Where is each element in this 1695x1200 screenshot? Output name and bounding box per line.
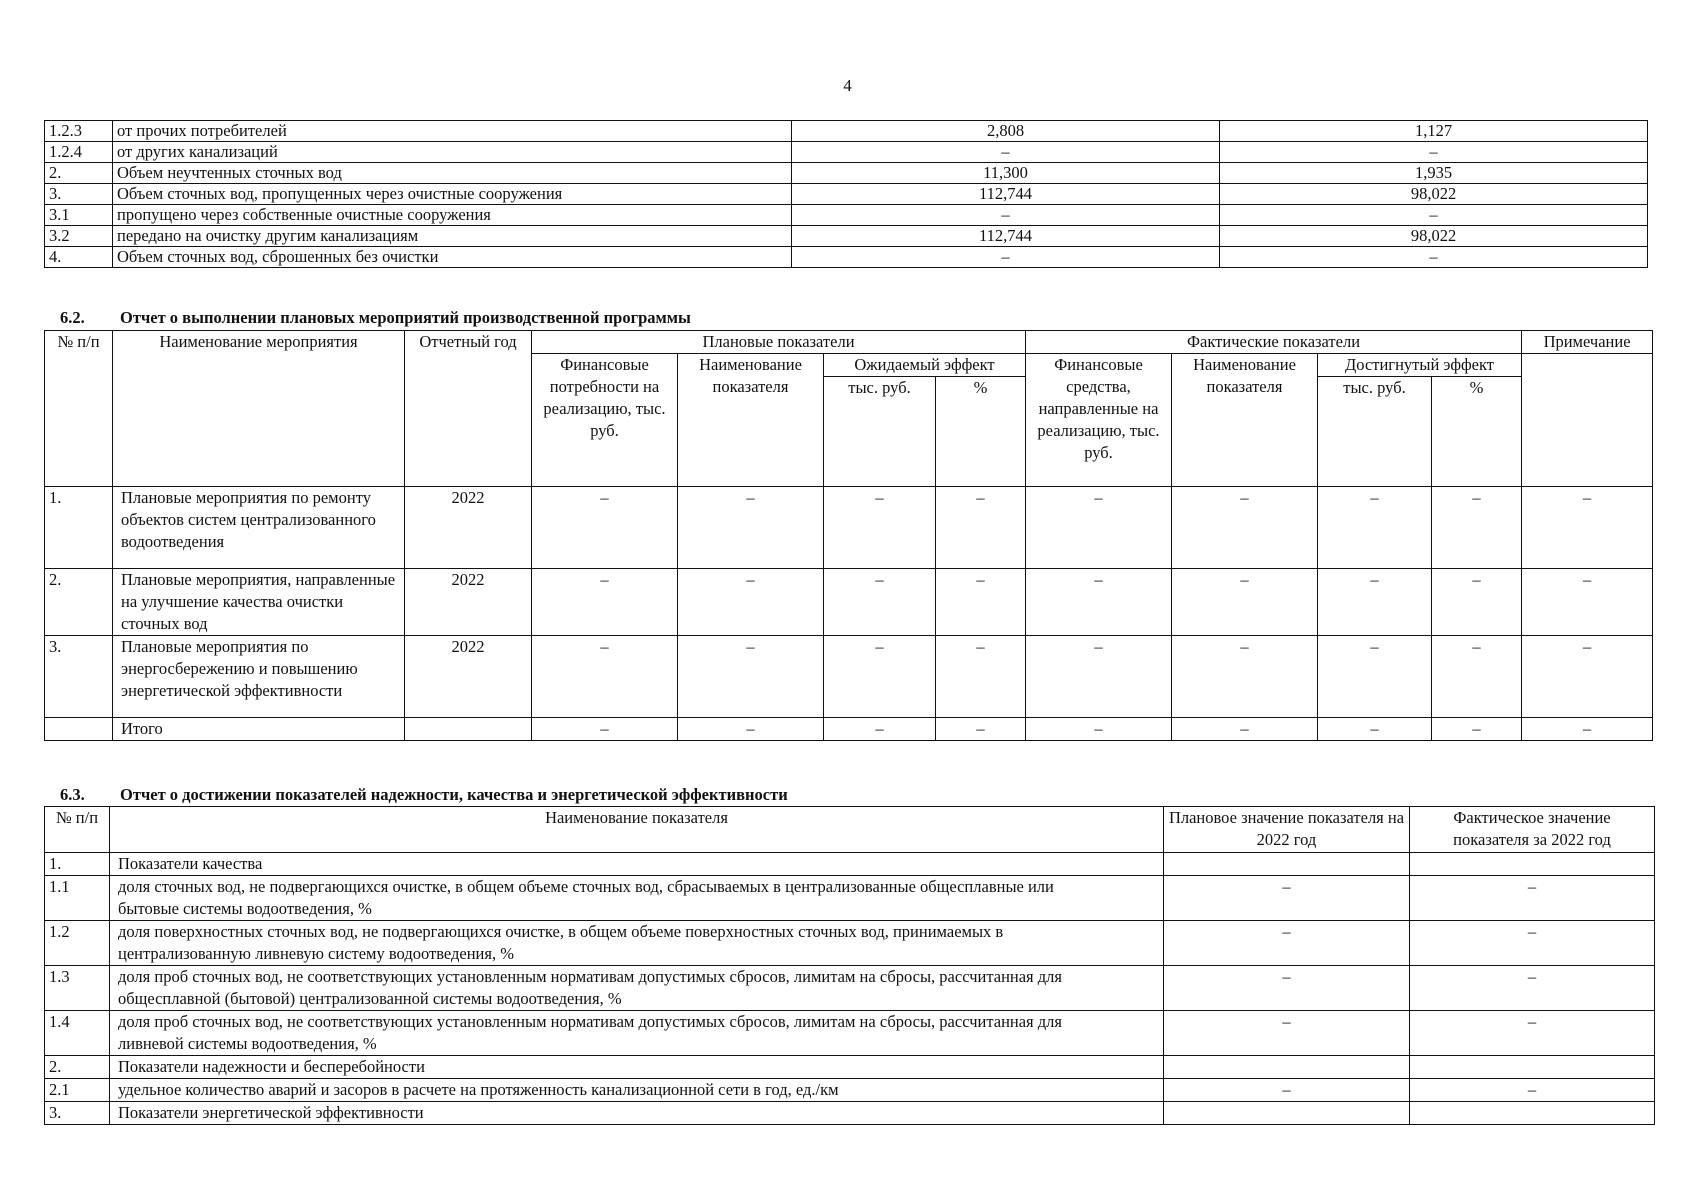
total-row — [45, 718, 1653, 741]
row-name: Объем сточных вод, пропущенных через очистные сооружения — [113, 184, 792, 205]
value-cell: – — [678, 636, 824, 718]
planned-value: – — [1164, 1011, 1410, 1056]
table-row — [45, 569, 1653, 636]
fact-value: – — [1220, 205, 1648, 226]
row-number: 1. — [45, 487, 113, 569]
value-cell: – — [1026, 569, 1172, 636]
value-cell: – — [1432, 636, 1522, 718]
actual-value: – — [1410, 1079, 1655, 1102]
section-number: 6.2. — [60, 308, 85, 327]
header-actual-value: Фактическое значение показателя за 2022 год — [1410, 807, 1655, 853]
value-cell: – — [936, 487, 1026, 569]
value-cell: – — [936, 636, 1026, 718]
value-cell: – — [1172, 569, 1318, 636]
row-number: 2. — [45, 569, 113, 636]
value-cell: – — [1432, 569, 1522, 636]
value-cell: – — [1026, 636, 1172, 718]
activity-name: Плановые мероприятия по ремонту объектов систем централизованного водоотведения — [113, 487, 405, 569]
total-value-cell: – — [532, 718, 678, 741]
header-year: Отчетный год — [405, 331, 532, 487]
value-cell: – — [532, 569, 678, 636]
fact-value: 98,022 — [1220, 184, 1648, 205]
section-6-2-title — [60, 308, 691, 328]
planned-value — [1164, 853, 1410, 876]
row-name: от прочих потребителей — [113, 121, 792, 142]
planned-activities-table — [44, 330, 1653, 741]
row-number: 1.2 — [45, 921, 110, 966]
row-number: 3. — [45, 1102, 110, 1125]
total-value-cell: – — [1432, 718, 1522, 741]
row-number: 1.3 — [45, 966, 110, 1011]
total-value-cell: – — [936, 718, 1026, 741]
actual-value — [1410, 1056, 1655, 1079]
value-cell: – — [824, 487, 936, 569]
actual-value — [1410, 1102, 1655, 1125]
actual-value: – — [1410, 1011, 1655, 1056]
header-act-pct: % — [1432, 377, 1522, 487]
table-row — [45, 487, 1653, 569]
table-row — [45, 226, 1648, 247]
row-number: 2. — [45, 1056, 110, 1079]
table-row — [45, 121, 1648, 142]
table-row — [45, 163, 1648, 184]
value-cell: – — [532, 487, 678, 569]
row-number: 1. — [45, 853, 110, 876]
row-name: пропущено через собственные очистные сооружения — [113, 205, 792, 226]
report-year: 2022 — [405, 636, 532, 718]
total-value-cell: – — [1172, 718, 1318, 741]
table-row — [45, 636, 1653, 718]
value-cell: – — [1318, 569, 1432, 636]
plan-value: 112,744 — [792, 226, 1220, 247]
table-row — [45, 1011, 1655, 1056]
value-cell: – — [824, 636, 936, 718]
table-row — [45, 247, 1648, 268]
actual-value — [1410, 853, 1655, 876]
actual-value: – — [1410, 876, 1655, 921]
planned-value — [1164, 1102, 1410, 1125]
section-title: Отчет о выполнении плановых мероприятий производственной программы — [120, 308, 691, 327]
header-planned: Плановые показатели — [532, 331, 1026, 354]
plan-value: 2,808 — [792, 121, 1220, 142]
header-plan-rub: тыс. руб. — [824, 377, 936, 487]
row-number: 1.2.3 — [45, 121, 113, 142]
header-plan-financial: Финансовые потребности на реализацию, тыс. руб. — [532, 354, 678, 487]
fact-value: 98,022 — [1220, 226, 1648, 247]
table-row — [45, 1056, 1655, 1079]
fact-value: 1,127 — [1220, 121, 1648, 142]
value-cell: – — [678, 487, 824, 569]
value-cell: – — [1172, 636, 1318, 718]
indicator-name: доля проб сточных вод, не соответствующих установленным нормативам допустимых сбросов, лимитам на сбросы, рассчитанная для ливневой системы водоотведения, % — [110, 1011, 1164, 1056]
header-actual-financial: Финансовые средства, направленные на реализацию, тыс. руб. — [1026, 354, 1172, 487]
total-value-cell: – — [1026, 718, 1172, 741]
row-number: 3. — [45, 184, 113, 205]
activity-name: Плановые мероприятия по энергосбережению и повышению энергетической эффективности — [113, 636, 405, 718]
header-indicator-name: Наименование показателя — [110, 807, 1164, 853]
table-row — [45, 142, 1648, 163]
total-year-blank — [405, 718, 532, 741]
plan-value: – — [792, 205, 1220, 226]
header-actual-indicator: Наименование показателя — [1172, 354, 1318, 487]
header-planned-value: Плановое значение показателя на 2022 год — [1164, 807, 1410, 853]
indicator-name: доля проб сточных вод, не соответствующих установленным нормативам допустимых сбросов, лимитам на сбросы, рассчитанная для общесплавной (бытовой) централизованной системы водоотведения, % — [110, 966, 1164, 1011]
indicator-name: удельное количество аварий и засоров в расчете на протяженность канализационной сети в год, ед./км — [110, 1079, 1164, 1102]
fact-value: – — [1220, 247, 1648, 268]
header-num: № п/п — [45, 331, 113, 487]
report-year: 2022 — [405, 569, 532, 636]
plan-value: 112,744 — [792, 184, 1220, 205]
page-number: 4 — [843, 76, 852, 95]
value-cell: – — [1172, 487, 1318, 569]
total-label: Итого — [113, 718, 405, 741]
row-name: Объем неучтенных сточных вод — [113, 163, 792, 184]
row-number: 2.1 — [45, 1079, 110, 1102]
row-name: Объем сточных вод, сброшенных без очистки — [113, 247, 792, 268]
indicator-name: доля сточных вод, не подвергающихся очистке, в общем объеме сточных вод, сбрасываемых в централизованные общесплавные или бытовые системы водоотведения, % — [110, 876, 1164, 921]
row-name: передано на очистку другим канализациям — [113, 226, 792, 247]
row-number: 1.1 — [45, 876, 110, 921]
table-row — [45, 184, 1648, 205]
table-row — [45, 1079, 1655, 1102]
value-cell: – — [532, 636, 678, 718]
row-number: 1.4 — [45, 1011, 110, 1056]
planned-value: – — [1164, 1079, 1410, 1102]
indicator-name: Показатели надежности и бесперебойности — [110, 1056, 1164, 1079]
header-num: № п/п — [45, 807, 110, 853]
header-activity-name: Наименование мероприятия — [113, 331, 405, 487]
value-cell: – — [678, 569, 824, 636]
table-row — [45, 876, 1655, 921]
indicator-name: доля поверхностных сточных вод, не подвергающихся очистке, в общем объеме поверхностных сточных вод, принимаемых в централизованную ливневую систему водоотведения, % — [110, 921, 1164, 966]
total-num-blank — [45, 718, 113, 741]
planned-value — [1164, 1056, 1410, 1079]
row-name: от других канализаций — [113, 142, 792, 163]
row-number: 1.2.4 — [45, 142, 113, 163]
activity-name: Плановые мероприятия, направленные на улучшение качества очистки сточных вод — [113, 569, 405, 636]
header-plan-indicator: Наименование показателя — [678, 354, 824, 487]
total-value-cell: – — [1522, 718, 1653, 741]
table-row — [45, 1102, 1655, 1125]
planned-value: – — [1164, 921, 1410, 966]
table-row — [45, 966, 1655, 1011]
row-number: 2. — [45, 163, 113, 184]
value-cell: – — [1318, 487, 1432, 569]
table-row — [45, 921, 1655, 966]
plan-value: 11,300 — [792, 163, 1220, 184]
actual-value: – — [1410, 966, 1655, 1011]
value-cell: – — [1522, 569, 1653, 636]
indicator-name: Показатели качества — [110, 853, 1164, 876]
row-number: 4. — [45, 247, 113, 268]
header-note: Примечание — [1522, 331, 1653, 354]
value-cell: – — [1432, 487, 1522, 569]
fact-value: 1,935 — [1220, 163, 1648, 184]
value-cell: – — [936, 569, 1026, 636]
total-value-cell: – — [824, 718, 936, 741]
section-6-3-title — [60, 785, 788, 805]
value-cell: – — [1522, 636, 1653, 718]
header-expected-effect: Ожидаемый эффект — [824, 354, 1026, 377]
total-value-cell: – — [678, 718, 824, 741]
header-act-rub: тыс. руб. — [1318, 377, 1432, 487]
plan-value: – — [792, 142, 1220, 163]
header-achieved-effect: Достигнутый эффект — [1318, 354, 1522, 377]
fact-value: – — [1220, 142, 1648, 163]
indicator-name: Показатели энергетической эффективности — [110, 1102, 1164, 1125]
total-value-cell: – — [1318, 718, 1432, 741]
section-title: Отчет о достижении показателей надежности, качества и энергетической эффективности — [120, 785, 788, 804]
row-number: 3.2 — [45, 226, 113, 247]
report-year: 2022 — [405, 487, 532, 569]
value-cell: – — [1522, 487, 1653, 569]
row-number: 3.1 — [45, 205, 113, 226]
header-plan-pct: % — [936, 377, 1026, 487]
indicators-table — [44, 806, 1655, 1125]
value-cell: – — [1026, 487, 1172, 569]
row-number: 3. — [45, 636, 113, 718]
header-note-blank — [1522, 354, 1653, 487]
value-cell: – — [824, 569, 936, 636]
table-row — [45, 853, 1655, 876]
wastewater-volume-table — [44, 120, 1648, 268]
actual-value: – — [1410, 921, 1655, 966]
plan-value: – — [792, 247, 1220, 268]
section-number: 6.3. — [60, 785, 85, 804]
header-actual: Фактические показатели — [1026, 331, 1522, 354]
planned-value: – — [1164, 876, 1410, 921]
value-cell: – — [1318, 636, 1432, 718]
planned-value: – — [1164, 966, 1410, 1011]
table-row — [45, 205, 1648, 226]
